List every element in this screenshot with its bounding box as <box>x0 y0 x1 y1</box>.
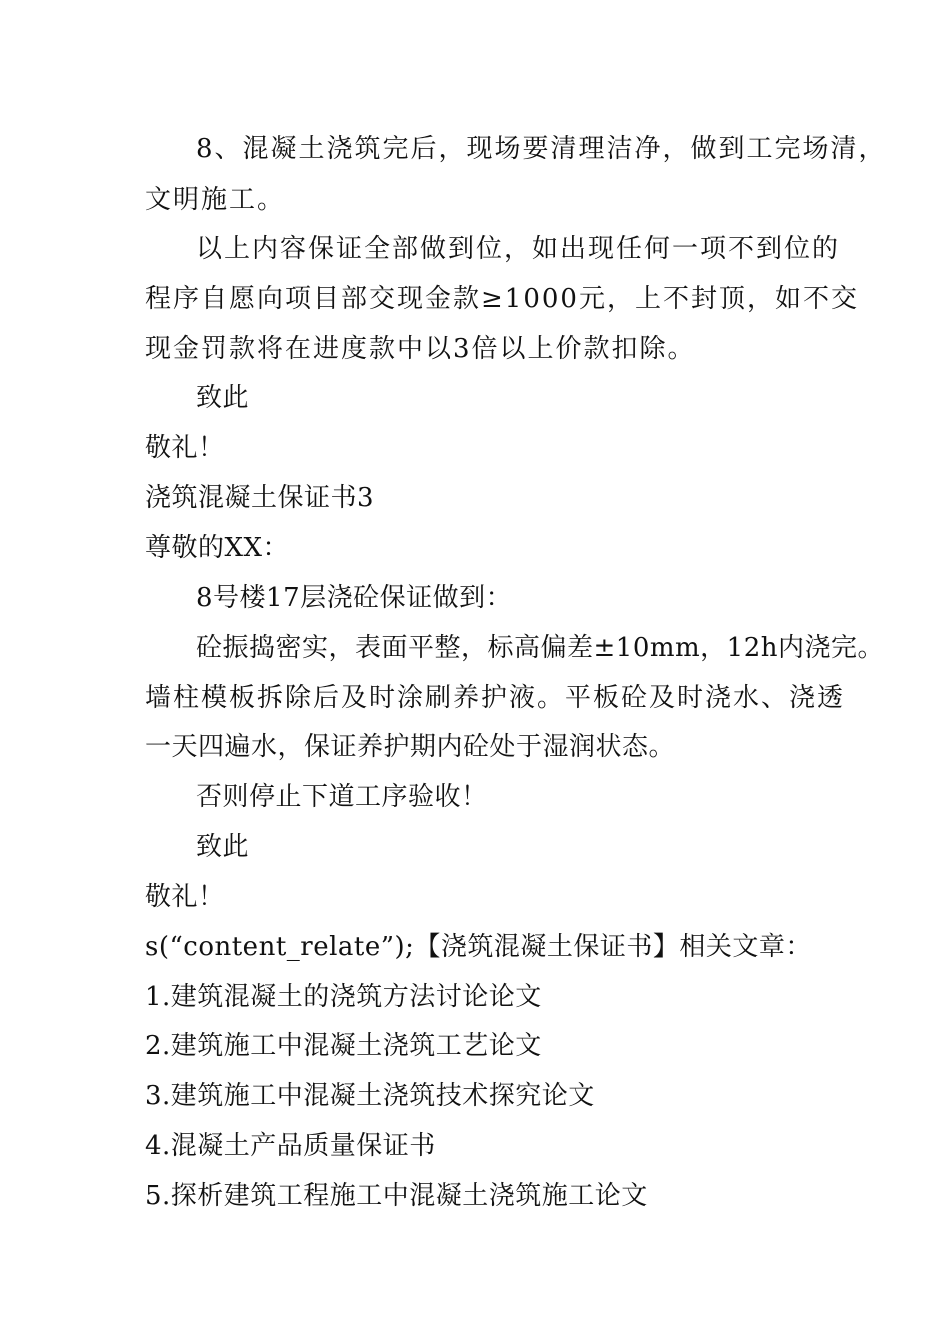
related-article-link[interactable]: 3.建筑施工中混凝土浇筑技术探究论文 <box>145 1081 595 1111</box>
paragraph-line: 8号楼17层浇砼保证做到： <box>196 583 513 613</box>
related-article-link[interactable]: 2.建筑施工中混凝土浇筑工艺论文 <box>145 1031 542 1061</box>
paragraph-line: 现金罚款将在进度款中以3倍以上价款扣除。 <box>145 334 696 364</box>
salutation: 敬礼！ <box>145 882 225 912</box>
paragraph-line: 程序自愿向项目部交现金款≥1000元，上不封顶，如不交 <box>145 284 859 314</box>
related-articles-heading: s(“content_relate”);【浇筑混凝土保证书】相关文章： <box>145 932 812 962</box>
paragraph-line: 砼振捣密实，表面平整，标高偏差±10mm，12h内浇完。 <box>196 633 885 663</box>
addressee: 尊敬的XX： <box>145 533 290 563</box>
paragraph-line: 文明施工。 <box>145 185 286 215</box>
paragraph-line: 8、混凝土浇筑完后，现场要清理洁净，做到工完场清， <box>196 134 887 164</box>
related-article-link[interactable]: 1.建筑混凝土的浇筑方法讨论论文 <box>145 982 542 1012</box>
salutation: 敬礼！ <box>145 433 225 463</box>
section-title: 浇筑混凝土保证书3 <box>145 483 375 513</box>
related-article-link[interactable]: 4.混凝土产品质量保证书 <box>145 1131 436 1161</box>
paragraph-line: 一天四遍水，保证养护期内砼处于湿润状态。 <box>145 732 676 762</box>
paragraph-line: 以上内容保证全部做到位，如出现任何一项不到位的 <box>196 234 841 264</box>
paragraph-line: 墙柱模板拆除后及时涂刷养护液。平板砼及时浇水、浇透 <box>145 683 846 713</box>
closing-phrase: 致此 <box>196 832 250 862</box>
closing-phrase: 致此 <box>196 383 250 413</box>
related-article-link[interactable]: 5.探析建筑工程施工中混凝土浇筑施工论文 <box>145 1181 648 1211</box>
paragraph-line: 否则停止下道工序验收！ <box>196 782 488 812</box>
